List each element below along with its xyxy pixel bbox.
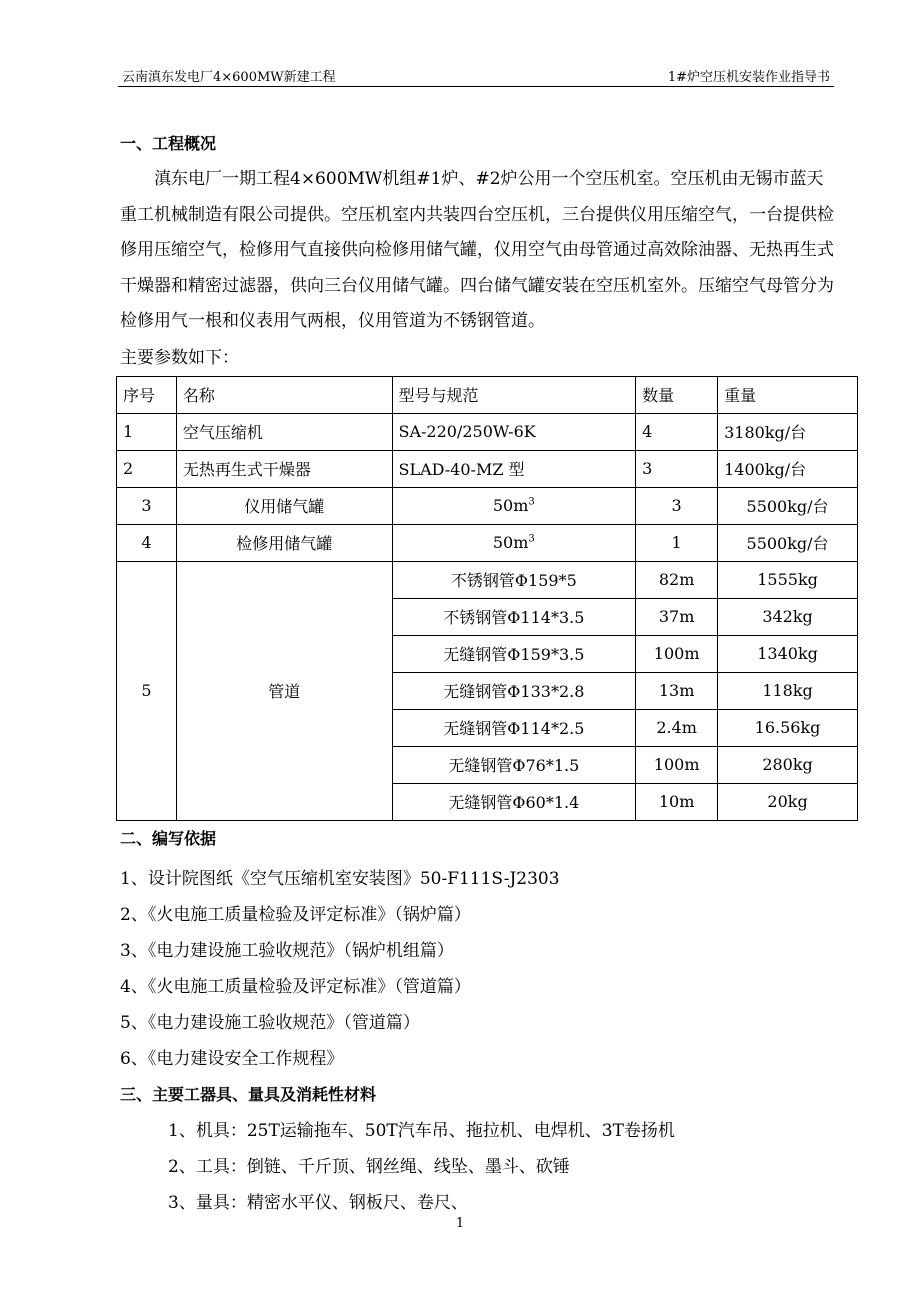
cell-name: 空气压缩机 <box>176 413 392 450</box>
header-cell-weight: 重量 <box>718 376 858 413</box>
cell-spec: SLAD-40-MZ 型 <box>392 450 636 487</box>
cell-qty: 1 <box>636 524 718 561</box>
cell-weight: 5500kg/台 <box>718 524 858 561</box>
header-project-title: 云南滇东发电厂4×600MW新建工程 <box>122 70 336 85</box>
cell-name: 无热再生式干燥器 <box>176 450 392 487</box>
cell-qty: 100m <box>636 746 718 783</box>
cell-qty: 2.4m <box>636 709 718 746</box>
cell-spec-value: 50m <box>492 533 529 552</box>
cell-qty: 3 <box>636 450 718 487</box>
page-header <box>118 64 834 87</box>
header-cell-qty: 数量 <box>636 376 718 413</box>
cell-qty: 4 <box>636 413 718 450</box>
cell-no: 1 <box>117 413 177 450</box>
table-row <box>117 450 858 487</box>
cell-spec: 不锈钢管Φ159*5 <box>392 561 636 598</box>
header-cell-no: 序号 <box>117 376 177 413</box>
cell-spec: 不锈钢管Φ114*3.5 <box>392 598 636 635</box>
cell-spec <box>392 487 636 524</box>
list-item: 3、《电力建设施工验收规范》（锅炉机组篇） <box>120 940 454 961</box>
list-item: 4、《火电施工质量检验及评定标准》（管道篇） <box>120 976 471 997</box>
header-document-title: 1#炉空压机安装作业指导书 <box>667 70 830 85</box>
cell-name: 管道 <box>176 561 392 820</box>
cell-name: 检修用储气罐 <box>176 524 392 561</box>
list-item: 6、《电力建设安全工作规程》 <box>120 1048 344 1069</box>
list-item: 1、机具：25T运输拖车、50T汽车吊、拖拉机、电焊机、3T卷扬机 <box>168 1120 675 1141</box>
cell-weight: 280kg <box>718 746 858 783</box>
cell-qty: 100m <box>636 635 718 672</box>
cell-spec: SA-220/250W-6K <box>392 413 636 450</box>
header-cell-name: 名称 <box>176 376 392 413</box>
table-row <box>117 561 858 598</box>
list-item: 1、设计院图纸《空气压缩机室安装图》50-F111S-J2303 <box>120 868 560 889</box>
overview-paragraph: 滇东电厂一期工程4×600MW机组#1炉、#2炉公用一个空压机室。空压机由无锡市蓝天重工机械制造有限公司提供。空压机室内共装四台空压机，三台提供仪用压缩空气，一台提供检修用压缩空气，检修用气直接供向检修用储气罐，仪用空气由母管通过高效除油器、无热再生式干燥器和精密过滤器，供向三台仪用储气罐。四台储气罐安装在空压机室外。压缩空气母管分为检修用气一根和仪表用气两根，仪用管道为不锈钢管道。 <box>120 169 834 331</box>
cell-weight: 1400kg/台 <box>718 450 858 487</box>
cell-weight: 16.56kg <box>718 709 858 746</box>
cell-weight: 342kg <box>718 598 858 635</box>
list-item: 2、工具：倒链、千斤顶、钢丝绳、线坠、墨斗、砍锤 <box>168 1156 570 1177</box>
cell-spec <box>392 524 636 561</box>
cell-spec-superscript: 3 <box>528 533 535 545</box>
cell-weight: 1340kg <box>718 635 858 672</box>
cell-weight: 118kg <box>718 672 858 709</box>
table-row <box>117 487 858 524</box>
params-label: 主要参数如下： <box>120 347 239 368</box>
table-row <box>117 413 858 450</box>
cell-weight: 1555kg <box>718 561 858 598</box>
list-item: 3、量具：精密水平仪、钢板尺、卷尺、 <box>168 1192 468 1213</box>
reference-list <box>120 861 860 1077</box>
cell-name: 仪用储气罐 <box>176 487 392 524</box>
cell-no: 2 <box>117 450 177 487</box>
cell-qty: 37m <box>636 598 718 635</box>
cell-spec: 无缝钢管Φ60*1.4 <box>392 783 636 820</box>
cell-spec: 无缝钢管Φ114*2.5 <box>392 709 636 746</box>
cell-qty: 82m <box>636 561 718 598</box>
document-body <box>120 126 860 1221</box>
page-number: 1 <box>455 1216 465 1231</box>
section-1-title: 一、工程概况 <box>120 134 217 153</box>
cell-spec-value: 50m <box>492 496 529 515</box>
cell-spec: 无缝钢管Φ159*3.5 <box>392 635 636 672</box>
section-3-title: 三、主要工器具、量具及消耗性材料 <box>120 1084 377 1104</box>
header-cell-spec: 型号与规范 <box>392 376 636 413</box>
cell-no: 3 <box>117 487 177 524</box>
cell-no: 4 <box>117 524 177 561</box>
cell-qty: 13m <box>636 672 718 709</box>
table-header-row <box>117 376 858 413</box>
section-2-title: 二、编写依据 <box>120 828 217 848</box>
tools-list <box>120 1113 860 1221</box>
cell-qty: 10m <box>636 783 718 820</box>
cell-spec: 无缝钢管Φ76*1.5 <box>392 746 636 783</box>
list-item: 5、《电力建设施工验收规范》（管道篇） <box>120 1012 420 1033</box>
parameter-table <box>116 376 858 821</box>
cell-qty: 3 <box>636 487 718 524</box>
cell-weight: 20kg <box>718 783 858 820</box>
cell-spec: 无缝钢管Φ133*2.8 <box>392 672 636 709</box>
cell-no: 5 <box>117 561 177 820</box>
cell-weight: 5500kg/台 <box>718 487 858 524</box>
table-row <box>117 524 858 561</box>
cell-spec-superscript: 3 <box>528 496 535 508</box>
list-item: 2、《火电施工质量检验及评定标准》（锅炉篇） <box>120 904 471 925</box>
cell-weight: 3180kg/台 <box>718 413 858 450</box>
